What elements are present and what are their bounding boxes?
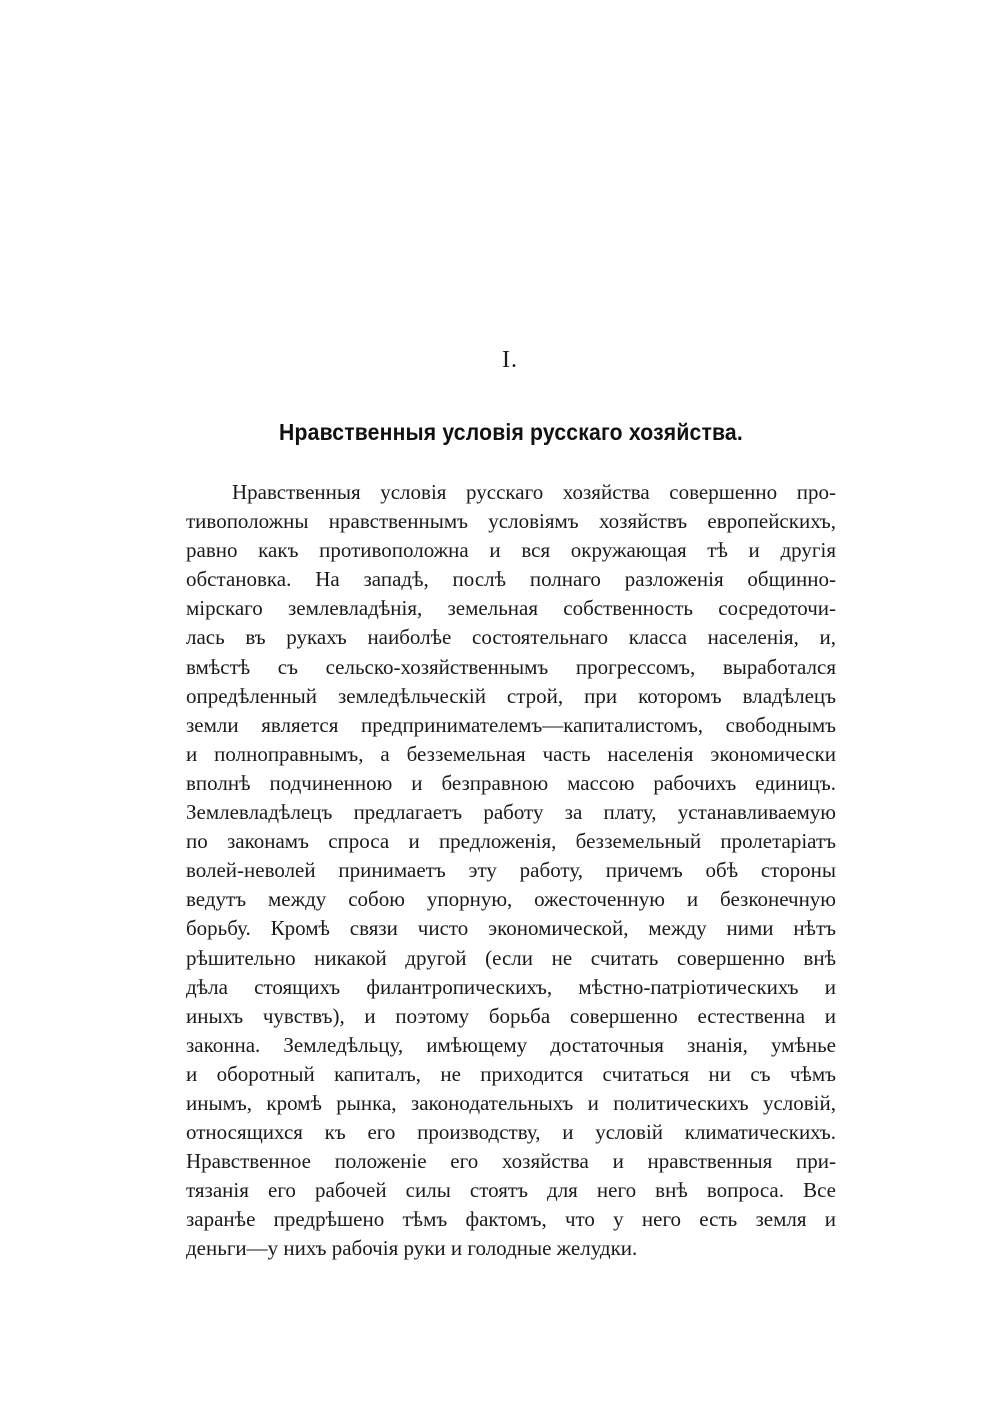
text-line: заранѣе предрѣшено тѣмъ фактомъ, что у него есть земля и [186,1207,836,1232]
text-line: волей-неволей принимаетъ эту работу, причемъ обѣ стороны [186,858,836,883]
text-line: и оборотный капиталъ, не приходится считаться ни съ чѣмъ [186,1061,836,1086]
text-line: опредѣленный земледѣльческій строй, при которомъ владѣлецъ [186,683,836,708]
text-line: ведутъ между собою упорную, ожесточенную и безконечную [186,887,836,912]
text-line: лась въ рукахъ наиболѣе состоятельнаго класса населенія, и, [186,625,836,650]
text-line: иныхъ чувствъ), и поэтому борьба совершенно естественна и [186,1003,836,1028]
text-line: инымъ, кромѣ рынка, законодательныхъ и политическихъ условій, [186,1090,836,1115]
body-paragraph [186,478,836,1264]
chapter-title: Нравственныя условія русскаго хозяйства. [279,419,743,445]
text-line: равно какъ противоположна и вся окружающая тѣ и другія [186,538,836,563]
text-line: по законамъ спроса и предложенія, безземельный пролетаріатъ [186,829,836,854]
text-line: земли является предпринимателемъ—капиталистомъ, свободнымъ [186,712,836,737]
text-line: вполнѣ подчиненною и безправною массою рабочихъ единицъ. [186,770,836,795]
text-line: Землевладѣлецъ предлагаетъ работу за плату, устанавливаемую [186,800,836,825]
text-line: вмѣстѣ съ сельско-хозяйственнымъ прогрессомъ, выработался [186,654,836,679]
text-line: законна. Земледѣльцу, имѣющему достаточныя знанія, умѣнье [186,1032,836,1057]
text-line: Нравственныя условія русскаго хозяйства совершенно про- [232,480,836,504]
text-line: Нравственное положеніе его хозяйства и нравственныя при- [186,1149,836,1174]
text-line: дѣла стоящихъ филантропическихъ, мѣстно-патріотическихъ и [186,974,836,999]
text-line: относящихся къ его производству, и условій климатическихъ. [186,1120,836,1145]
text-line: тивоположны нравственнымъ условіямъ хозяйствъ европейскихъ, [186,509,836,534]
text-line: борьбу. Кромѣ связи чисто экономической, между ними нѣтъ [186,916,836,941]
text-line: рѣшительно никакой другой (если не считать совершенно внѣ [186,945,836,970]
text-line: тязанія его рабочей силы стоятъ для него внѣ вопроса. Все [186,1178,836,1203]
text-line: обстановка. На западѣ, послѣ полнаго разложенія общинно- [186,567,836,592]
chapter-number: I. [502,347,518,373]
text-line: деньги—у нихъ рабочія руки и голодные желудки. [186,1236,638,1261]
text-line: мірскаго землевладѣнія, земельная собственность сосредоточи- [186,596,836,621]
text-line: и полноправнымъ, а безземельная часть населенія экономически [186,741,836,766]
